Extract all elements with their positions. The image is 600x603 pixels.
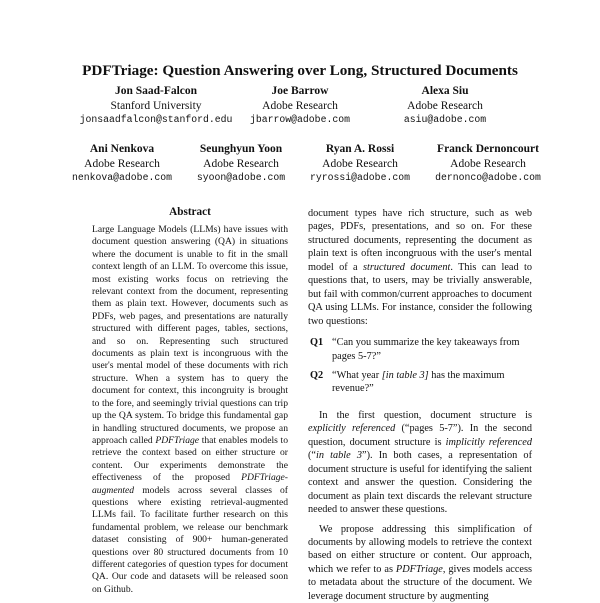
abstract-heading: Abstract xyxy=(169,206,211,218)
author-block xyxy=(210,84,390,128)
question-text xyxy=(332,369,532,396)
author-affiliation: Adobe Research xyxy=(84,157,160,170)
author-affiliation: Adobe Research xyxy=(262,99,338,112)
author-name: Seunghyun Yoon xyxy=(199,143,283,155)
body-text: . This can lead to questions that, to users, may be trivially answerable, but fail with common/current approaches to document QA using LLMs. For instance, consider the following two questions: xyxy=(308,261,532,327)
question-label: Q2 xyxy=(310,369,324,381)
body-text: We propose addressing this simplification of documents by allowing models to retrieve the context based on either structure or content. Our approach, which we refer to as xyxy=(308,523,532,575)
abstract-text-part: models across several classes of questions where existing retrieval-augmented LLMs fail. To facilitate further research on this fundamental problem, we release our benchmark dataset consisting of 900+ human-generated questions over 80 structured documents from 10 different categories of question types for document QA. Our code and datasets will be released soon on Github. xyxy=(92,484,288,595)
author-block xyxy=(54,142,190,186)
author-email: dernonco@adobe.com xyxy=(435,172,541,183)
question-text: “Can you summarize the key takeaways from pages 5-7?” xyxy=(332,337,520,362)
question-label: Q1 xyxy=(310,337,324,349)
abstract-text-part: Large Language Models (LLMs) have issues with document question answering (QA) in situations where the document is unable to fit in the small context length of an LLM. To overcome this issue, most existing works focus on retrieving the relevant context from the document, representing them as plain text. However, documents such as PDFs, web pages, and presentations are naturally structured with different pages, tables, sections, and so on. Representing such structured documents as plain text is incongruous with the user's mental model of these documents with rich structure. When a system has to query the document for context, this incongruity is brought to the fore, and seemingly trivial questions can trip up the QA system. To bridge this fundamental gap in handling structured documents, we propose an approach called xyxy=(92,224,288,446)
author-email: nenkova@adobe.com xyxy=(72,172,172,183)
author-name: Joe Barrow xyxy=(271,85,329,97)
author-affiliation: Adobe Research xyxy=(450,157,526,170)
body-text: (“ xyxy=(308,450,316,462)
body-paragraph xyxy=(308,523,532,603)
body-text: document types have rich structure, such as web pages, PDFs, presentations, and so on. For these structured documents, representing the document as plain text is often incongruous with the user's mental model of a xyxy=(308,208,532,273)
author-name: Alexa Siu xyxy=(421,85,469,97)
body-emphasis: explicitly referenced xyxy=(308,423,396,435)
question-item xyxy=(308,336,532,363)
author-email: asiu@adobe.com xyxy=(403,114,487,125)
body-column-right xyxy=(308,207,532,603)
author-name: Ryan A. Rossi xyxy=(325,143,395,155)
abstract-text xyxy=(92,224,288,596)
author-affiliation: Adobe Research xyxy=(203,157,279,170)
body-emphasis: in table 3 xyxy=(316,450,363,462)
abstract-emphasis: PDFTriage-augmented xyxy=(92,472,288,496)
body-emphasis: structured document xyxy=(363,261,451,273)
body-text: (“pages 5-7”). In the second question, document structure is xyxy=(308,423,532,448)
author-affiliation: Adobe Research xyxy=(407,99,483,112)
author-name: Ani Nenkova xyxy=(89,143,155,155)
body-text: In the first question, document structure is xyxy=(319,409,532,421)
question-item xyxy=(308,369,532,396)
author-email: jonsaadfalcon@stanford.edu xyxy=(79,114,233,125)
body-text: , gives models access to metadata about the structure of the document. We leverage document structure by augmenting xyxy=(308,563,533,602)
author-block xyxy=(290,142,430,186)
author-email: jbarrow@adobe.com xyxy=(250,114,350,125)
abstract-text-part: that enables models to retrieve the context based on either structure or content. Our experiments demonstrate the effectiveness of the proposed xyxy=(92,434,288,484)
author-affiliation: Stanford University xyxy=(110,99,202,112)
body-text: ”). In both cases, a representation of document structure is useful for identifying the salient context and answer the question. Considering the document as plain text discards the relevant structure needed to answer these questions. xyxy=(308,450,533,516)
body-paragraph xyxy=(308,207,532,328)
question-text-part: “What year xyxy=(332,369,382,381)
paper-title: PDFTriage: Question Answering over Long, Structured Documents xyxy=(82,62,518,79)
author-block xyxy=(174,142,308,186)
author-name: Jon Saad-Falcon xyxy=(114,85,198,97)
question-text-part: has the maximum revenue?” xyxy=(332,369,505,395)
abstract-emphasis: PDFTriage xyxy=(155,434,200,446)
author-block xyxy=(416,142,560,186)
author-block xyxy=(365,84,525,128)
author-email: ryrossi@adobe.com xyxy=(310,172,410,183)
author-affiliation: Adobe Research xyxy=(322,157,398,170)
question-emphasis: [in table 3] xyxy=(381,369,429,381)
body-paragraph xyxy=(308,409,532,517)
body-emphasis: implicitly referenced xyxy=(445,436,532,448)
author-name: Franck Dernoncourt xyxy=(437,143,539,155)
author-email: syoon@adobe.com xyxy=(196,172,286,183)
body-emphasis: PDFTriage xyxy=(395,563,443,575)
